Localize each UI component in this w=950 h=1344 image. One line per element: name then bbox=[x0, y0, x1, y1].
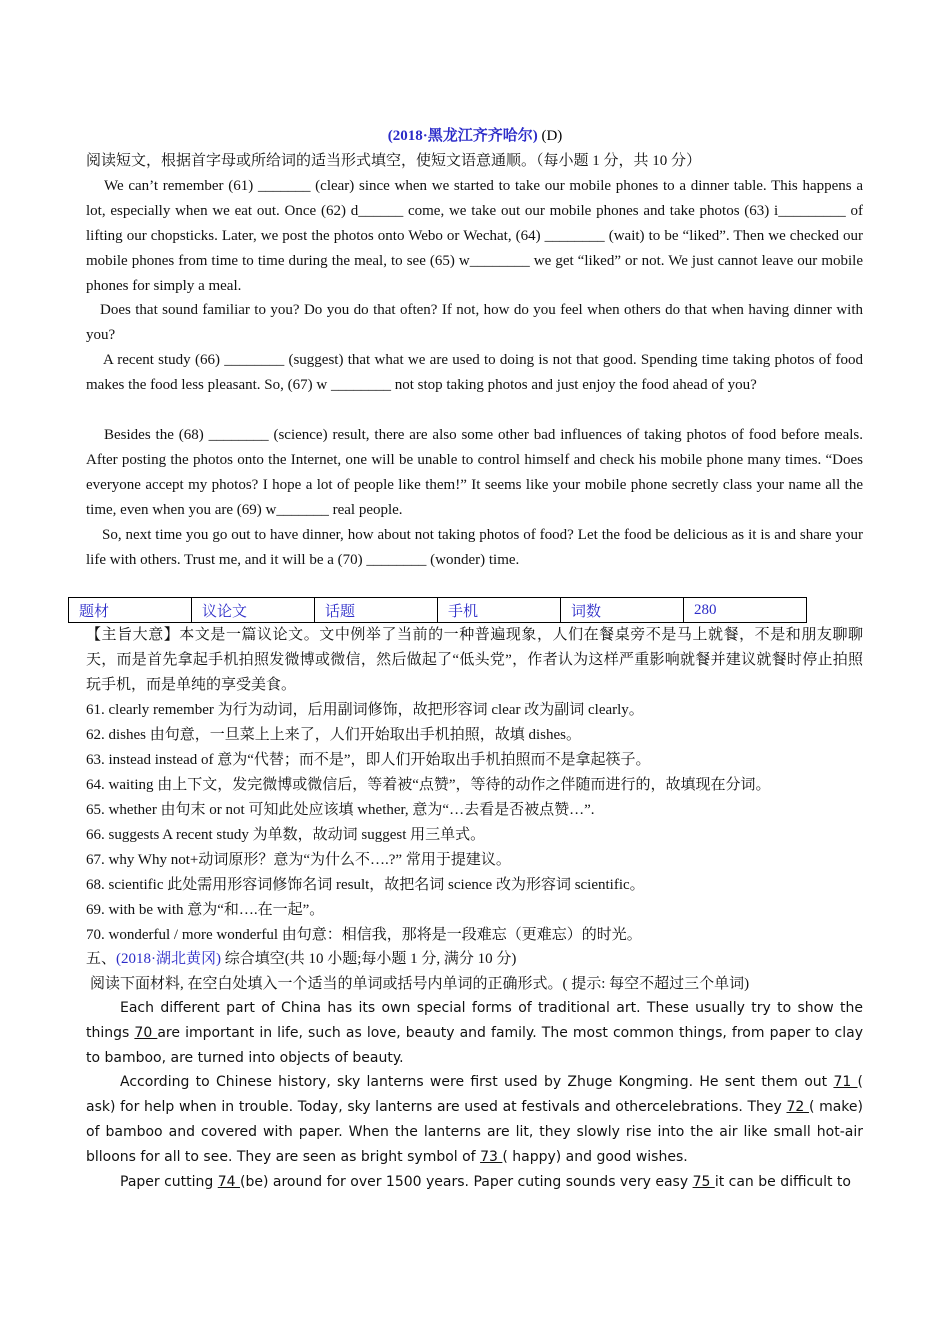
passage-paragraph-1: We can’t remember (61) _______ (clear) since when we started to take our mobile phones to a dinner table. This happens a lot, especially when we eat out. Once (62) d______ come, we take out our mobile phones and take photos (63) i_________ of lifting our chopsticks. Later, we post the photos onto Webo or Wechat, (64) ________ (wait) to be “liked”. Then we checked our mobile phones from time to time during the meal, to see (65) w________ we get “liked” or not. We just cannot leave our mobile phones for simply a meal. bbox=[86, 178, 863, 294]
source-label: (2018·黑龙江齐齐哈尔) bbox=[387, 128, 538, 144]
instruction-text: 阅读短文，根据首字母或所给词的适当形式填空，使短文语意通顺。（每小题 1 分，共 10 分） bbox=[86, 153, 702, 169]
answer-64: 64. waiting 由上下文，发完微博或微信后，等着被“点赞”，等待的动作之伴随而进行的，故填现在分词。 bbox=[86, 777, 771, 793]
passage-paragraph-2: Does that sound familiar to you? Do you do that often? If not, how do you feel when others do that when having dinner with you? bbox=[86, 302, 863, 343]
blank-72: 72 bbox=[786, 1099, 809, 1115]
info-cell-genre-label: 题材 bbox=[69, 598, 192, 623]
answer-70: 70. wonderful / more wonderful 由句意：相信我，那将是一段难忘（更难忘）的时光。 bbox=[86, 927, 642, 943]
p3-text-c: it can be difficult to bbox=[714, 1174, 851, 1190]
p3-text-b: (be) around for over 1500 years. Paper cuting sounds very easy bbox=[240, 1174, 693, 1190]
blank-75: 75 bbox=[692, 1174, 715, 1190]
section-five-instruction: 阅读下面材料, 在空白处填入一个适当的单词或括号内单词的正确形式。( 提示: 每空不超过三个单词) bbox=[90, 976, 750, 992]
info-cell-wordcount-label: 词数 bbox=[561, 598, 684, 623]
passage-paragraph-4: Besides the (68) ________ (science) result, there are also some other bad influences of taking photos of food before meals. After posting the photos onto the Internet, one will be unable to control himself and check his mobile phone many times. “Does everyone accept my photos? I hope a lot of people like them!” It seems like your mobile phone secretly class your name all the time, even when you are (69) w_______ real people. bbox=[86, 427, 863, 518]
section-five-heading bbox=[86, 947, 516, 972]
passage-paragraph-5: So, next time you go out to have dinner, how about not taking photos of food? Let the food be delicious as it is and share your life with others. Trust me, and it will be a (70) ________ (wonder) time. bbox=[86, 527, 863, 568]
answer-61: 61. clearly remember 为行为动词，后用副词修饰，故把形容词 clear 改为副词 clearly。 bbox=[86, 702, 644, 718]
p2-text-c: ( make) of bamboo and covered with paper. When the lanterns are lit, they slowly rise into the air like small hot-air blloons for all to see. They are seen as bright symbol of bbox=[86, 1099, 863, 1165]
p3-text-a: Paper cutting bbox=[120, 1174, 218, 1190]
answer-62: 62. dishes 由句意，一旦菜上上来了，人们开始取出手机拍照，故填 dishes。 bbox=[86, 727, 582, 743]
summary-text: 【主旨大意】本文是一篇议论文。文中例举了当前的一种普遍现象，人们在餐桌旁不是马上就餐，不是和朋友聊聊天，而是首先拿起手机拍照发微博或微信，然后做起了“低头党”，作者认为这样严重影响就餐并建议就餐时停止拍照玩手机，而是单纯的享受美食。 bbox=[86, 627, 863, 693]
answer-65: 65. whether 由句末 or not 可知此处应该填 whether, 意为“…去看是否被点赞…”. bbox=[86, 802, 595, 818]
info-table bbox=[68, 597, 807, 623]
section-five-source: (2018·湖北黄冈) bbox=[116, 951, 222, 967]
info-cell-topic-value: 手机 bbox=[438, 598, 561, 623]
info-cell-genre-value: 议论文 bbox=[192, 598, 315, 623]
answer-69: 69. with be with 意为“和….在一起”。 bbox=[86, 902, 325, 918]
p1-text-b: are important in life, such as love, beauty and family. The most common things, from paper to clay to bamboo, are turned into objects of beauty. bbox=[86, 1025, 864, 1066]
info-cell-wordcount-value: 280 bbox=[684, 598, 807, 623]
passage-letter: (D) bbox=[537, 128, 563, 144]
info-cell-topic-label: 话题 bbox=[315, 598, 438, 623]
blank-71: 71 bbox=[833, 1074, 858, 1090]
section-five-paragraph-1 bbox=[86, 996, 863, 1071]
passage-heading bbox=[0, 126, 950, 146]
section-five-title: 综合填空(共 10 小题;每小题 1 分, 满分 10 分) bbox=[221, 951, 517, 967]
p1-text-a: Each different part of China has its own special forms of traditional art. These usually try to show the things bbox=[86, 1000, 863, 1041]
section-five-prefix: 五、 bbox=[86, 951, 117, 967]
answer-63: 63. instead instead of 意为“代替；而不是”，即人们开始取出手机拍照而不是拿起筷子。 bbox=[86, 752, 651, 768]
section-five-paragraph-2 bbox=[86, 1070, 863, 1170]
info-table-row bbox=[69, 598, 807, 623]
passage-paragraph-3: A recent study (66) ________ (suggest) that what we are used to doing is not that good. Spending time taking photos of food makes the food less pleasant. So, (67) w ________ not stop taking photos and just enjoy the food ahead of you? bbox=[86, 352, 863, 393]
p2-text-b: ( ask) for help when in trouble. Today, sky lanterns are used at festivals and othercelebrations. They bbox=[86, 1074, 864, 1115]
p2-text-d: ( happy) and good wishes. bbox=[502, 1149, 688, 1165]
blank-74: 74 bbox=[217, 1174, 241, 1190]
p2-text-a: According to Chinese history, sky lanterns were first used by Zhuge Kongming. He sent them out bbox=[120, 1074, 834, 1090]
blank-73: 73 bbox=[480, 1149, 503, 1165]
answer-68: 68. scientific 此处需用形容词修饰名词 result，故把名词 science 改为形容词 scientific。 bbox=[86, 877, 645, 893]
blank-70: 70 bbox=[134, 1025, 158, 1041]
section-five-paragraph-3 bbox=[86, 1170, 863, 1195]
answer-66: 66. suggests A recent study 为单数，故动词 suggest 用三单式。 bbox=[86, 827, 486, 843]
answer-67: 67. why Why not+动词原形？意为“为什么不….?” 常用于提建议。 bbox=[86, 852, 511, 868]
